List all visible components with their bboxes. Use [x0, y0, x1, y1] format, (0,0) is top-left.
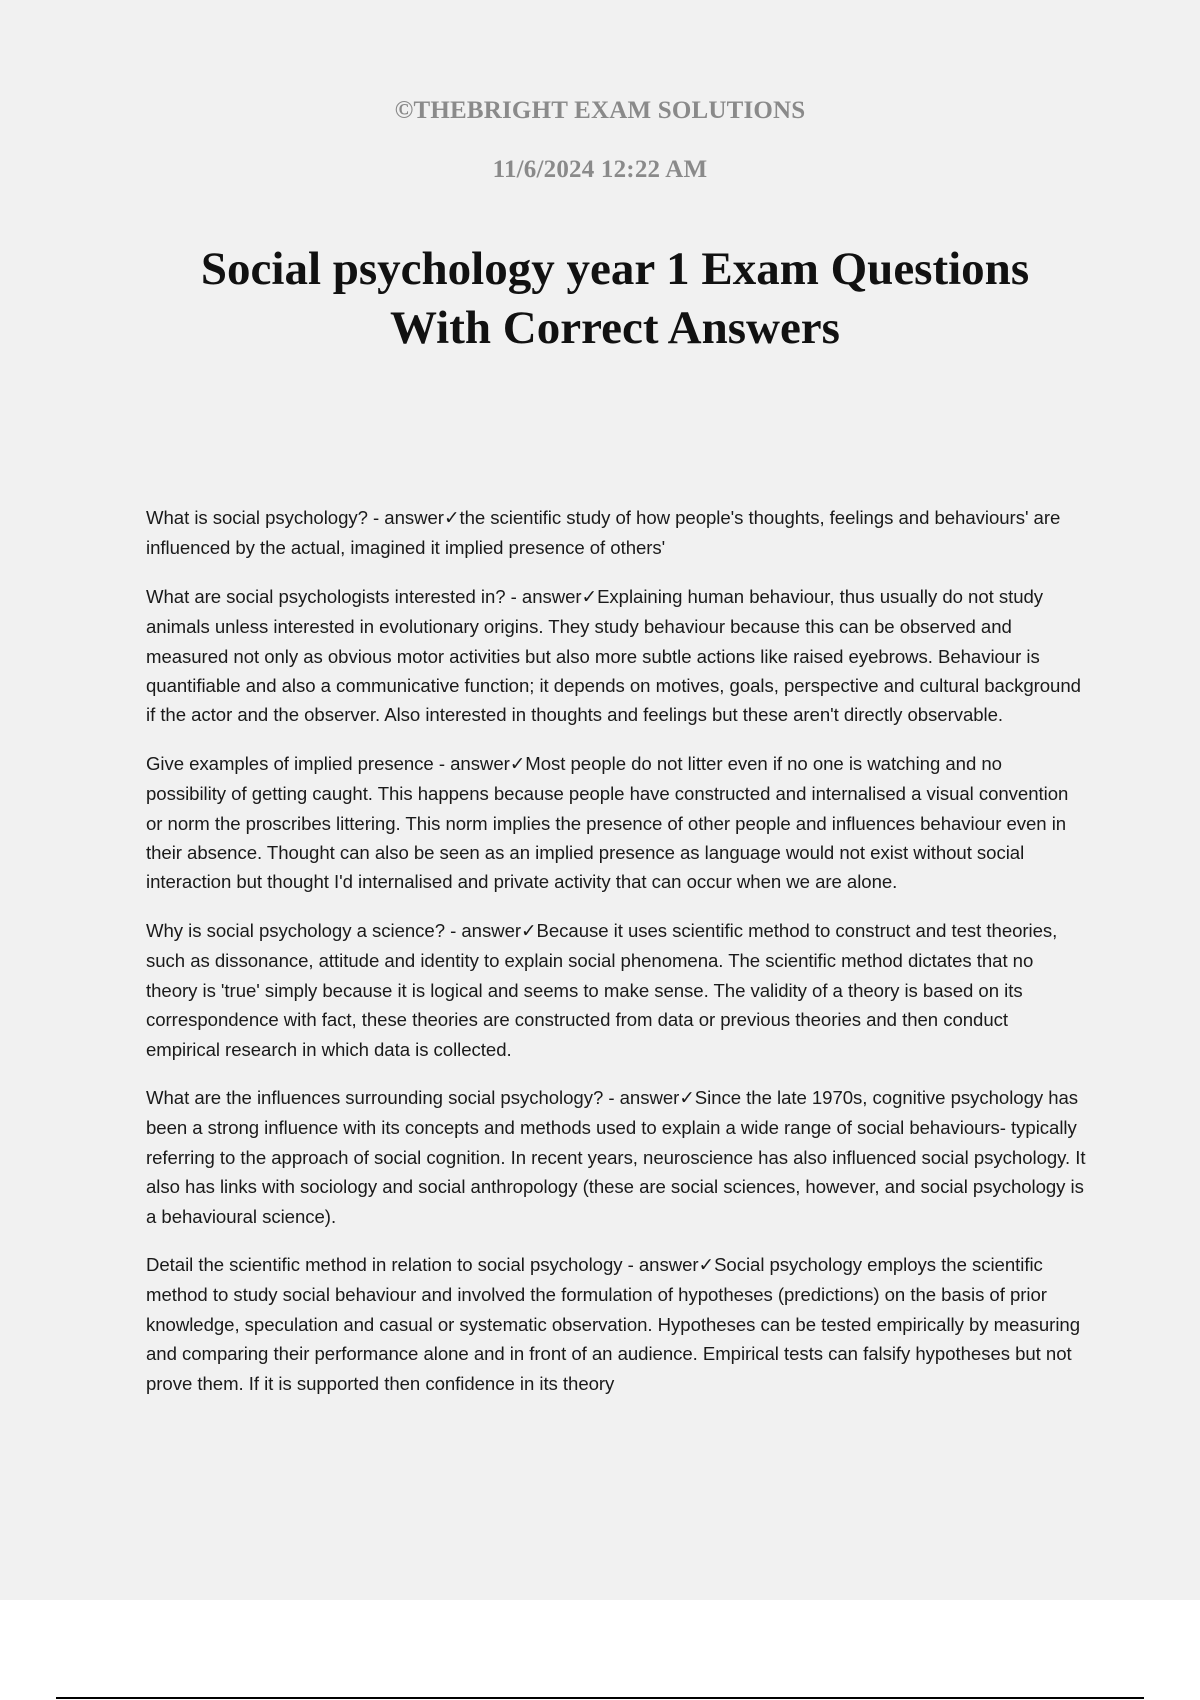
question-text: Give examples of implied presence — [146, 752, 434, 774]
qa-item — [146, 503, 1086, 563]
qa-item — [146, 1250, 1086, 1398]
qa-item — [146, 1083, 1086, 1231]
answer-marker: - answer — [603, 1086, 680, 1108]
qa-item — [146, 582, 1086, 730]
answer-marker: - answer — [433, 752, 510, 774]
answer-text: Social psychology employs the scientific method to study social behaviour and involved the formulation of hypotheses (predictions) on the basis of prior knowledge, speculation and casual or systematic observation. Hypotheses can be tested empirically by measuring and comparing their performance alone and in front of an audience. Empirical tests can falsify hypotheses but not prove them. If it is supported then confidence in its theory — [146, 1253, 1080, 1394]
answer-marker: - answer — [505, 585, 582, 607]
question-text: What are social psychologists interested in? — [146, 585, 506, 607]
question-text: Detail the scientific method in relation to social psychology — [146, 1253, 623, 1275]
footer-divider — [56, 1697, 1144, 1699]
check-icon: ✓ — [509, 753, 526, 775]
qa-item — [146, 749, 1086, 897]
question-text: What are the influences surrounding social psychology? — [146, 1086, 604, 1108]
answer-marker: - answer — [444, 919, 521, 941]
qa-list — [146, 503, 1086, 1417]
answer-marker: - answer — [622, 1253, 699, 1275]
check-icon: ✓ — [679, 1087, 695, 1109]
brand-header: ©THEBRIGHT EXAM SOLUTIONS — [394, 97, 806, 124]
question-text: Why is social psychology a science? — [146, 919, 445, 941]
answer-text: Most people do not litter even if no one is watching and no possibility of getting caught. This happens because people have constructed and internalised a visual convention or norm the proscribes littering. This norm implies the presence of other people and influences behaviour even in their absence. Thought can also be seen as an implied presence as language would not exist without social interaction but thought I'd internalised and private activity that can occur when we are alone. — [146, 752, 1069, 893]
check-icon: ✓ — [521, 920, 537, 942]
answer-text: the scientific study of how people's thoughts, feelings and behaviours' are influenced by the actual, imagined it implied presence of others' — [146, 507, 1061, 559]
datetime-stamp: 11/6/2024 12:22 AM — [492, 156, 708, 183]
document-title: Social psychology year 1 Exam Questions With Correct Answers — [200, 243, 1030, 354]
qa-item — [146, 916, 1086, 1064]
check-icon: ✓ — [698, 1254, 715, 1276]
check-icon: ✓ — [581, 586, 598, 608]
answer-text: Explaining human behaviour, thus usually do not study animals unless interested in evolutionary origins. They study behaviour because this can be observed and measured not only as obvious motor activities but also more subtle actions like raised eyebrows. Behaviour is quantifiable and also a communicative function; it depends on motives, goals, perspective and cultural background if the actor and the observer. Also interested in thoughts and feelings but these aren't directly observable. — [146, 585, 1081, 726]
answer-text: Because it uses scientific method to construct and test theories, such as dissonance, attitude and identity to explain social phenomena. The scientific method dictates that no theory is 'true' simply because it is logical and seems to make sense. The validity of a theory is based on its correspondence with fact, these theories are constructed from data or previous theories and then conduct empirical research in which data is collected. — [146, 919, 1058, 1060]
answer-marker: - answer — [367, 507, 444, 528]
question-text: What is social psychology? — [146, 507, 368, 528]
check-icon: ✓ — [443, 508, 460, 529]
answer-text: Since the late 1970s, cognitive psychology has been a strong influence with its concepts and methods used to explain a wide range of social behaviours- typically referring to the approach of social cognition. In recent years, neuroscience has also influenced social psychology. It also has links with sociology and social anthropology (these are social sciences, however, and social psychology is a behavioural science). — [146, 1086, 1086, 1227]
